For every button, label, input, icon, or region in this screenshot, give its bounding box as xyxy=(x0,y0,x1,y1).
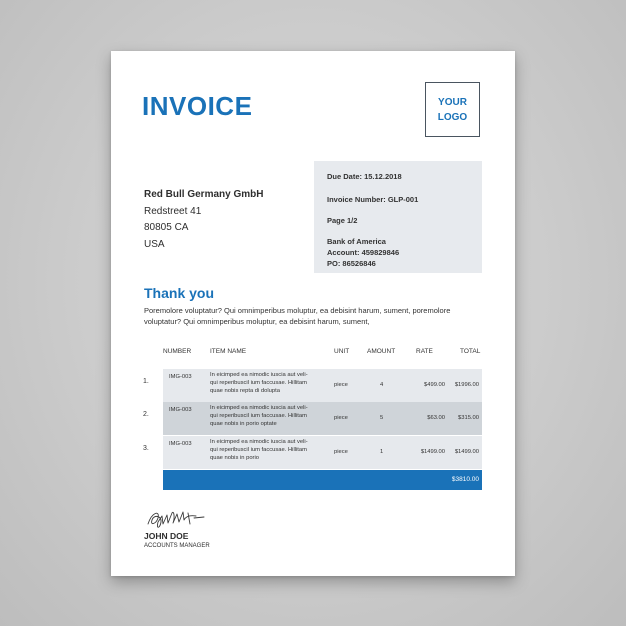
item-rate: $1499.00 xyxy=(420,449,445,455)
header-total: TOTAL xyxy=(460,348,481,355)
intro-text xyxy=(144,306,479,327)
desc-line: qui reperibuscil ium faccusae. Hillitam xyxy=(210,447,307,454)
client-city: 80805 CA xyxy=(144,222,189,233)
table-row xyxy=(163,369,482,402)
signature-image xyxy=(144,504,214,532)
item-unit: piece xyxy=(334,382,348,388)
client-name: Red Bull Germany GmbH xyxy=(144,189,264,200)
item-description xyxy=(210,371,322,396)
header-item-name: ITEM NAME xyxy=(210,348,247,355)
item-total: $315.00 xyxy=(458,415,479,421)
desc-line: In eicimped ea nimodic iuscia aut veli- xyxy=(210,439,308,445)
header-number: NUMBER xyxy=(163,348,192,355)
due-date: Due Date: 15.12.2018 xyxy=(327,172,402,181)
grand-total-bar xyxy=(163,470,482,490)
intro-line-1: Poremolore voluptatur? Qui omnimperibus moluptur, ea debisint harum, sument, poremolore xyxy=(144,306,451,315)
desc-line: quae nobis in porio optate xyxy=(210,421,277,428)
item-amount: 5 xyxy=(380,415,384,421)
header-rate: RATE xyxy=(416,348,433,355)
logo-text-line2: LOGO xyxy=(437,111,468,123)
header-unit: UNIT xyxy=(334,348,350,355)
thank-you-heading: Thank you xyxy=(144,285,215,301)
client-country: USA xyxy=(144,238,165,250)
item-rate: $499.00 xyxy=(424,382,445,388)
table-row xyxy=(163,402,482,435)
desc-line: In eicimped ea nimodic iuscia aut veli- xyxy=(210,405,308,411)
header-amount: AMOUNT xyxy=(367,348,396,355)
po-number: PO: 86526846 xyxy=(327,259,376,268)
intro-line-2: voluptatur? Qui omnimperibus moluptur, ea debisint harum, sument, xyxy=(144,316,370,326)
item-unit: piece xyxy=(334,449,348,455)
item-description xyxy=(210,404,322,429)
item-amount: 4 xyxy=(380,382,384,388)
signatory-name: JOHN DOE xyxy=(144,531,189,541)
logo-text-line1: YOUR xyxy=(438,96,467,108)
item-total: $1499.00 xyxy=(454,449,479,455)
item-code: IMG-003 xyxy=(169,407,192,413)
desc-line: qui reperibuscil ium faccusae. Hillitam xyxy=(210,380,307,387)
item-amount: 1 xyxy=(380,449,384,455)
desc-line: qui reperibuscil ium faccusae. Hillitam xyxy=(210,413,307,420)
signatory-role: ACCOUNTS MANAGER xyxy=(144,543,210,549)
client-street: Redstreet 41 xyxy=(144,205,202,217)
item-unit: piece xyxy=(334,415,348,421)
invoice-title: INVOICE xyxy=(142,91,253,121)
invoice-number: Invoice Number: GLP-001 xyxy=(327,195,419,204)
item-total: $1996.00 xyxy=(454,382,479,388)
invoice-details-box xyxy=(314,161,482,273)
bank-account: Account: 459829846 xyxy=(327,248,400,257)
item-code: IMG-003 xyxy=(169,441,192,447)
page-number: Page 1/2 xyxy=(327,216,358,225)
row-index: 1. xyxy=(143,378,149,385)
row-index: 2. xyxy=(143,411,149,418)
logo-placeholder xyxy=(425,82,480,137)
desc-line: In eicimped ea nimodic iuscia aut veli- xyxy=(210,372,308,378)
row-index: 3. xyxy=(143,445,149,452)
item-description xyxy=(210,438,322,463)
desc-line: quae nobis in porio xyxy=(210,455,259,462)
table-row xyxy=(163,436,482,469)
client-address xyxy=(144,187,263,253)
invoice-page xyxy=(111,51,515,576)
grand-total: $3810.00 xyxy=(451,476,479,483)
desc-line: quae nobis repta di dolupta xyxy=(210,388,280,395)
item-rate: $63.00 xyxy=(427,415,445,421)
item-code: IMG-003 xyxy=(169,374,192,380)
bank-name: Bank of America xyxy=(327,237,386,246)
